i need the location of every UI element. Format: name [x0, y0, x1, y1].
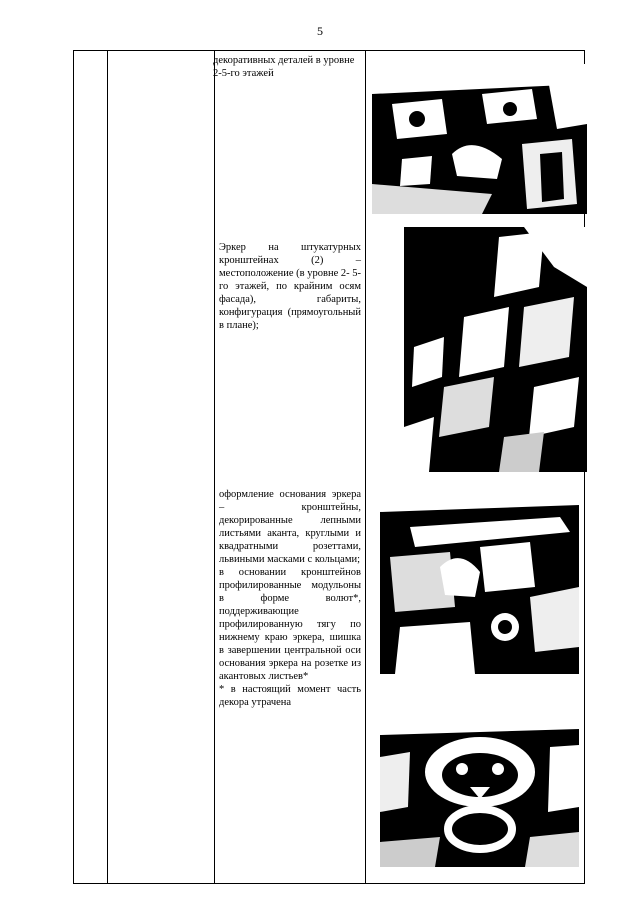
description-cell-2: Эркер на штукатурных кронштейнах (2) – местоположение (в уровне 2- 5-го этажей, по крайним осям фасада), габариты, конфигурация (прямоугольный в плане); — [219, 242, 361, 331]
description-cell-3-intro: оформление основания эркера – кронштейны, декорированные лепными листьями аканта, круглыми и квадратными розеттами, львиными масками с кольцами; — [219, 489, 361, 565]
description-cell-3-details: в основании кронштейнов профилированные модульоны в форме волют*, поддерживающие профилированную тягу по нижнему краю эркера, шишка в завершении центральной оси основания эркера на розетке из акантовых листьев* — [219, 567, 361, 682]
lion-mask-ring-photo — [380, 717, 579, 867]
column-divider-3 — [365, 51, 366, 883]
footnote-text: * в настоящий момент часть декора утрачена — [219, 684, 361, 708]
bay-base-brackets-photo — [380, 487, 579, 674]
column-divider-2 — [214, 51, 215, 883]
column-divider-1 — [107, 51, 108, 883]
page-number: 5 — [317, 24, 323, 38]
description-cell-3 — [219, 488, 361, 709]
bay-window-corner-photo — [404, 227, 587, 472]
facade-balconies-photo — [372, 64, 587, 214]
description-cell-1: декоративных деталей в уровне 2-5-го этажей — [213, 55, 355, 79]
